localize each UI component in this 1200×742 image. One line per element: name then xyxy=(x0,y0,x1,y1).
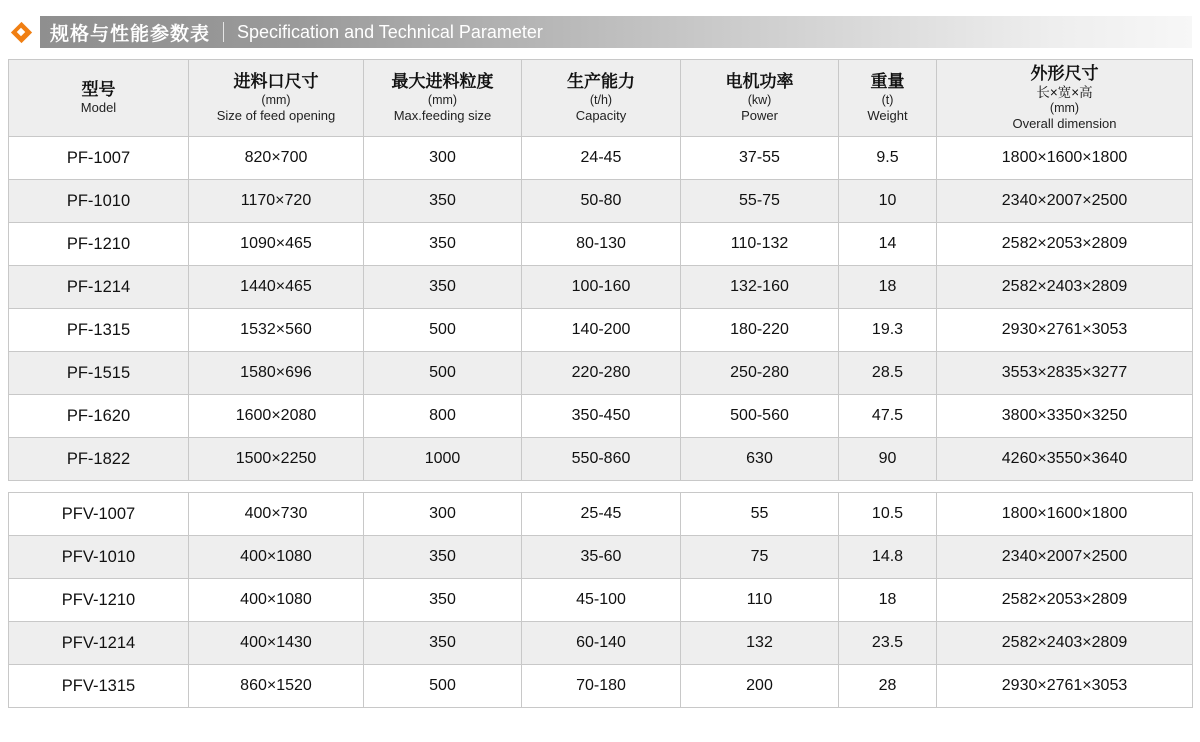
cell-feed-opening: 1532×560 xyxy=(189,309,364,352)
column-header-max-feeding-size xyxy=(364,60,522,137)
cell-overall-dimension: 2930×2761×3053 xyxy=(937,309,1193,352)
cell-model: PFV-1315 xyxy=(9,665,189,708)
cell-max-feeding-size: 350 xyxy=(364,579,522,622)
spec-table-pf xyxy=(8,59,1193,481)
cell-feed-opening: 1580×696 xyxy=(189,352,364,395)
header-unit: (kw) xyxy=(747,92,772,107)
title-divider xyxy=(223,22,224,42)
cell-capacity: 70-180 xyxy=(522,665,681,708)
cell-feed-opening: 1600×2080 xyxy=(189,395,364,438)
cell-feed-opening: 1440×465 xyxy=(189,266,364,309)
cell-power: 200 xyxy=(681,665,839,708)
cell-model: PF-1210 xyxy=(9,223,189,266)
header-en: Size of feed opening xyxy=(216,108,336,124)
table-row xyxy=(9,309,1193,352)
page-title-en: Specification and Technical Parameter xyxy=(237,21,543,42)
cell-weight: 14.8 xyxy=(839,536,937,579)
cell-overall-dimension: 1800×1600×1800 xyxy=(937,137,1193,180)
header-cn: 最大进料粒度 xyxy=(391,72,494,92)
header-unit: (mm) xyxy=(261,92,291,107)
cell-model: PFV-1010 xyxy=(9,536,189,579)
header-unit: (t) xyxy=(881,92,894,107)
cell-model: PF-1214 xyxy=(9,266,189,309)
cell-model: PFV-1210 xyxy=(9,579,189,622)
cell-weight: 9.5 xyxy=(839,137,937,180)
column-header-power xyxy=(681,60,839,137)
cell-capacity: 550-860 xyxy=(522,438,681,481)
cell-feed-opening: 400×1430 xyxy=(189,622,364,665)
cell-model: PF-1007 xyxy=(9,137,189,180)
header-sub: 长×宽×高 xyxy=(1036,84,1093,100)
diamond-icon xyxy=(10,21,32,43)
cell-max-feeding-size: 500 xyxy=(364,309,522,352)
cell-weight: 18 xyxy=(839,266,937,309)
cell-capacity: 100-160 xyxy=(522,266,681,309)
cell-max-feeding-size: 800 xyxy=(364,395,522,438)
cell-model: PFV-1214 xyxy=(9,622,189,665)
cell-power: 110-132 xyxy=(681,223,839,266)
cell-power: 180-220 xyxy=(681,309,839,352)
cell-power: 55-75 xyxy=(681,180,839,223)
cell-power: 132-160 xyxy=(681,266,839,309)
cell-power: 250-280 xyxy=(681,352,839,395)
cell-feed-opening: 1500×2250 xyxy=(189,438,364,481)
header-en: Power xyxy=(741,108,778,124)
cell-capacity: 24-45 xyxy=(522,137,681,180)
cell-capacity: 350-450 xyxy=(522,395,681,438)
header-en: Model xyxy=(80,100,117,116)
cell-model: PF-1515 xyxy=(9,352,189,395)
cell-model: PFV-1007 xyxy=(9,493,189,536)
table-body-pf xyxy=(9,137,1193,481)
header-cn: 外形尺寸 xyxy=(1030,63,1099,83)
header-cn: 进料口尺寸 xyxy=(233,72,319,92)
page-title-cn: 规格与性能参数表 xyxy=(50,23,211,45)
table-row xyxy=(9,493,1193,536)
table-row xyxy=(9,579,1193,622)
cell-overall-dimension: 2340×2007×2500 xyxy=(937,180,1193,223)
cell-power: 132 xyxy=(681,622,839,665)
cell-max-feeding-size: 500 xyxy=(364,352,522,395)
cell-max-feeding-size: 350 xyxy=(364,622,522,665)
cell-max-feeding-size: 350 xyxy=(364,223,522,266)
cell-max-feeding-size: 300 xyxy=(364,493,522,536)
cell-weight: 47.5 xyxy=(839,395,937,438)
section-header xyxy=(10,14,1192,50)
table-row xyxy=(9,622,1193,665)
header-cn: 生产能力 xyxy=(567,72,635,92)
cell-overall-dimension: 1800×1600×1800 xyxy=(937,493,1193,536)
cell-model: PF-1010 xyxy=(9,180,189,223)
cell-feed-opening: 860×1520 xyxy=(189,665,364,708)
title-bar xyxy=(40,16,1192,48)
cell-overall-dimension: 2582×2053×2809 xyxy=(937,579,1193,622)
cell-capacity: 220-280 xyxy=(522,352,681,395)
header-en: Max.feeding size xyxy=(393,108,492,124)
cell-weight: 19.3 xyxy=(839,309,937,352)
table-body-pfv xyxy=(9,493,1193,708)
cell-weight: 28.5 xyxy=(839,352,937,395)
cell-max-feeding-size: 350 xyxy=(364,536,522,579)
header-en: Capacity xyxy=(575,108,627,124)
cell-capacity: 50-80 xyxy=(522,180,681,223)
cell-feed-opening: 1170×720 xyxy=(189,180,364,223)
column-header-weight xyxy=(839,60,937,137)
cell-max-feeding-size: 300 xyxy=(364,137,522,180)
spec-sheet-page xyxy=(0,14,1200,742)
cell-weight: 18 xyxy=(839,579,937,622)
cell-power: 37-55 xyxy=(681,137,839,180)
cell-overall-dimension: 4260×3550×3640 xyxy=(937,438,1193,481)
cell-capacity: 45-100 xyxy=(522,579,681,622)
column-header-model xyxy=(9,60,189,137)
table-header-row xyxy=(9,60,1193,137)
header-en: Overall dimension xyxy=(1012,116,1117,132)
cell-capacity: 60-140 xyxy=(522,622,681,665)
cell-max-feeding-size: 1000 xyxy=(364,438,522,481)
spec-table-pfv xyxy=(8,492,1193,708)
cell-weight: 14 xyxy=(839,223,937,266)
cell-power: 55 xyxy=(681,493,839,536)
table-row xyxy=(9,665,1193,708)
column-header-feed-opening xyxy=(189,60,364,137)
table-row xyxy=(9,352,1193,395)
cell-power: 500-560 xyxy=(681,395,839,438)
header-en: Weight xyxy=(867,108,908,124)
header-unit: (mm) xyxy=(427,92,458,107)
cell-model: PF-1822 xyxy=(9,438,189,481)
cell-max-feeding-size: 350 xyxy=(364,266,522,309)
header-unit: (t/h) xyxy=(589,92,613,107)
cell-weight: 90 xyxy=(839,438,937,481)
header-cn: 重量 xyxy=(870,72,905,92)
cell-max-feeding-size: 350 xyxy=(364,180,522,223)
cell-model: PF-1315 xyxy=(9,309,189,352)
column-header-overall-dimension xyxy=(937,60,1193,137)
cell-overall-dimension: 2930×2761×3053 xyxy=(937,665,1193,708)
header-cn: 型号 xyxy=(81,79,116,99)
cell-feed-opening: 400×1080 xyxy=(189,536,364,579)
cell-overall-dimension: 2582×2053×2809 xyxy=(937,223,1193,266)
table-row xyxy=(9,536,1193,579)
cell-power: 75 xyxy=(681,536,839,579)
cell-max-feeding-size: 500 xyxy=(364,665,522,708)
cell-feed-opening: 1090×465 xyxy=(189,223,364,266)
column-header-capacity xyxy=(522,60,681,137)
header-cn: 电机功率 xyxy=(725,72,794,92)
cell-model: PF-1620 xyxy=(9,395,189,438)
cell-weight: 28 xyxy=(839,665,937,708)
cell-capacity: 80-130 xyxy=(522,223,681,266)
cell-feed-opening: 400×730 xyxy=(189,493,364,536)
cell-feed-opening: 400×1080 xyxy=(189,579,364,622)
table-row xyxy=(9,137,1193,180)
cell-capacity: 140-200 xyxy=(522,309,681,352)
cell-capacity: 35-60 xyxy=(522,536,681,579)
header-unit: (mm) xyxy=(1049,101,1080,116)
cell-overall-dimension: 3553×2835×3277 xyxy=(937,352,1193,395)
cell-weight: 23.5 xyxy=(839,622,937,665)
cell-overall-dimension: 3800×3350×3250 xyxy=(937,395,1193,438)
cell-capacity: 25-45 xyxy=(522,493,681,536)
table-row xyxy=(9,266,1193,309)
cell-overall-dimension: 2340×2007×2500 xyxy=(937,536,1193,579)
table-row xyxy=(9,395,1193,438)
cell-weight: 10 xyxy=(839,180,937,223)
cell-weight: 10.5 xyxy=(839,493,937,536)
cell-overall-dimension: 2582×2403×2809 xyxy=(937,266,1193,309)
table-row xyxy=(9,180,1193,223)
cell-overall-dimension: 2582×2403×2809 xyxy=(937,622,1193,665)
cell-power: 110 xyxy=(681,579,839,622)
table-row xyxy=(9,438,1193,481)
cell-feed-opening: 820×700 xyxy=(189,137,364,180)
table-row xyxy=(9,223,1193,266)
cell-power: 630 xyxy=(681,438,839,481)
